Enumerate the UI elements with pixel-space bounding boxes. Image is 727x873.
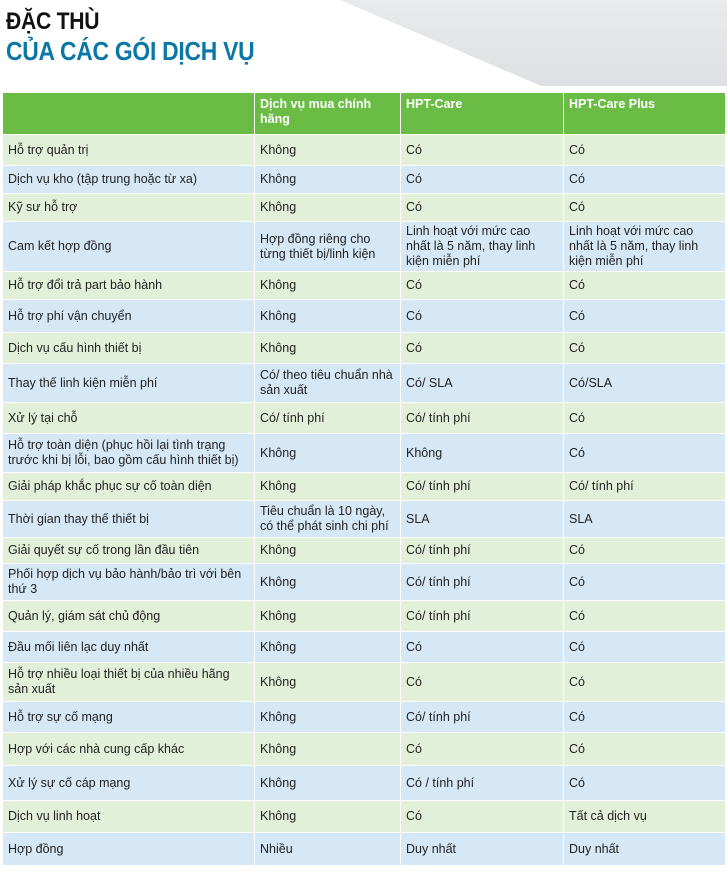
cell-hpt-care-plus: Có (564, 632, 726, 663)
cell-hpt-care: Có / tính phí (401, 766, 564, 801)
cell-hpt-care-plus: SLA (564, 501, 726, 538)
header-genuine-service: Dịch vụ mua chính hãng (255, 93, 401, 135)
cell-hpt-care-plus: Có (564, 564, 726, 601)
cell-feature: Phối hợp dịch vụ bảo hành/bảo trì với bên thứ 3 (3, 564, 255, 601)
cell-hpt-care: Có (401, 632, 564, 663)
cell-hpt-care-plus: Duy nhất (564, 833, 726, 866)
table-row (3, 194, 726, 222)
cell-feature: Xử lý sự cố cáp mạng (3, 766, 255, 801)
cell-genuine-service: Không (255, 733, 401, 766)
cell-hpt-care-plus: Có (564, 135, 726, 166)
service-comparison-table (2, 92, 726, 866)
cell-feature: Xử lý tại chỗ (3, 403, 255, 434)
cell-hpt-care-plus: Có (564, 403, 726, 434)
cell-hpt-care: Có (401, 333, 564, 364)
cell-hpt-care-plus: Có (564, 272, 726, 300)
table-row (3, 166, 726, 194)
cell-feature: Hỗ trợ nhiều loại thiết bị của nhiều hãng sản xuất (3, 663, 255, 702)
cell-genuine-service: Không (255, 333, 401, 364)
cell-hpt-care-plus: Có (564, 601, 726, 632)
table-row (3, 766, 726, 801)
cell-genuine-service: Không (255, 766, 401, 801)
cell-feature: Hỗ trợ sự cố mạng (3, 702, 255, 733)
cell-feature: Hỗ trợ toàn diện (phục hồi lại tình trạng trước khi bị lỗi, bao gồm cấu hình thiết bị) (3, 434, 255, 473)
cell-hpt-care: SLA (401, 501, 564, 538)
cell-hpt-care: Có/ tính phí (401, 403, 564, 434)
cell-hpt-care: Có (401, 194, 564, 222)
cell-genuine-service: Không (255, 434, 401, 473)
cell-hpt-care-plus: Có (564, 766, 726, 801)
cell-feature: Hỗ trợ đổi trả part bảo hành (3, 272, 255, 300)
cell-feature: Cam kết hợp đồng (3, 222, 255, 272)
title-line-1: ĐẶC THÙ (6, 8, 100, 35)
cell-hpt-care: Có/ tính phí (401, 564, 564, 601)
cell-hpt-care: Có (401, 272, 564, 300)
cell-genuine-service: Không (255, 632, 401, 663)
table-row (3, 364, 726, 403)
cell-hpt-care: Có/ SLA (401, 364, 564, 403)
header-hpt-care: HPT-Care (401, 93, 564, 135)
cell-feature: Giải quyết sự cố trong lần đầu tiên (3, 538, 255, 564)
cell-hpt-care: Có/ tính phí (401, 473, 564, 501)
cell-genuine-service: Có/ tính phí (255, 403, 401, 434)
cell-hpt-care-plus: Có (564, 434, 726, 473)
header-decoration (340, 0, 727, 86)
cell-genuine-service: Nhiều (255, 833, 401, 866)
table-row (3, 632, 726, 663)
cell-hpt-care-plus: Có (564, 702, 726, 733)
cell-hpt-care-plus: Có (564, 194, 726, 222)
table-header-row (3, 93, 726, 135)
cell-hpt-care-plus: Có (564, 333, 726, 364)
table-row (3, 663, 726, 702)
cell-hpt-care: Không (401, 434, 564, 473)
cell-feature: Hỗ trợ quản trị (3, 135, 255, 166)
cell-hpt-care: Có (401, 166, 564, 194)
cell-genuine-service: Tiêu chuẩn là 10 ngày, có thể phát sinh chi phí (255, 501, 401, 538)
cell-feature: Giải pháp khắc phục sự cố toàn diện (3, 473, 255, 501)
cell-hpt-care-plus: Có (564, 538, 726, 564)
table-row (3, 564, 726, 601)
cell-hpt-care: Có/ tính phí (401, 601, 564, 632)
cell-hpt-care: Có (401, 733, 564, 766)
cell-feature: Hợp với các nhà cung cấp khác (3, 733, 255, 766)
cell-hpt-care-plus: Có/ tính phí (564, 473, 726, 501)
table-row (3, 801, 726, 833)
cell-genuine-service: Không (255, 272, 401, 300)
table-row (3, 473, 726, 501)
cell-hpt-care: Có (401, 300, 564, 333)
cell-hpt-care: Có (401, 801, 564, 833)
cell-genuine-service: Không (255, 135, 401, 166)
cell-genuine-service: Không (255, 300, 401, 333)
cell-feature: Thay thế linh kiện miễn phí (3, 364, 255, 403)
cell-hpt-care-plus: Có (564, 733, 726, 766)
cell-feature: Dịch vụ linh hoạt (3, 801, 255, 833)
cell-hpt-care: Linh hoạt với mức cao nhất là 5 năm, thay linh kiện miễn phí (401, 222, 564, 272)
cell-feature: Thời gian thay thế thiết bị (3, 501, 255, 538)
table-row (3, 601, 726, 632)
cell-hpt-care-plus: Có/SLA (564, 364, 726, 403)
cell-genuine-service: Không (255, 663, 401, 702)
table-row (3, 222, 726, 272)
cell-genuine-service: Không (255, 194, 401, 222)
cell-hpt-care-plus: Có (564, 300, 726, 333)
header-feature (3, 93, 255, 135)
cell-hpt-care-plus: Linh hoạt với mức cao nhất là 5 năm, thay linh kiện miễn phí (564, 222, 726, 272)
cell-hpt-care: Có (401, 663, 564, 702)
cell-feature: Đầu mối liên lạc duy nhất (3, 632, 255, 663)
cell-genuine-service: Không (255, 473, 401, 501)
table-row (3, 434, 726, 473)
cell-hpt-care: Có (401, 135, 564, 166)
table-row (3, 538, 726, 564)
cell-hpt-care: Có/ tính phí (401, 538, 564, 564)
cell-genuine-service: Không (255, 538, 401, 564)
cell-feature: Quản lý, giám sát chủ động (3, 601, 255, 632)
table-row (3, 702, 726, 733)
table-row (3, 300, 726, 333)
table-row (3, 501, 726, 538)
cell-hpt-care: Có/ tính phí (401, 702, 564, 733)
cell-hpt-care-plus: Có (564, 166, 726, 194)
table-row (3, 403, 726, 434)
cell-feature: Hợp đồng (3, 833, 255, 866)
table-row (3, 272, 726, 300)
table-row (3, 833, 726, 866)
cell-genuine-service: Không (255, 166, 401, 194)
header-hpt-care-plus: HPT-Care Plus (564, 93, 726, 135)
cell-feature: Kỹ sư hỗ trợ (3, 194, 255, 222)
cell-genuine-service: Không (255, 564, 401, 601)
cell-genuine-service: Không (255, 702, 401, 733)
cell-feature: Hỗ trợ phí vận chuyển (3, 300, 255, 333)
cell-feature: Dịch vụ cấu hình thiết bị (3, 333, 255, 364)
cell-hpt-care-plus: Tất cả dịch vụ (564, 801, 726, 833)
table-row (3, 135, 726, 166)
table-row (3, 333, 726, 364)
page-title (6, 8, 288, 66)
cell-hpt-care: Duy nhất (401, 833, 564, 866)
cell-genuine-service: Hợp đồng riêng cho từng thiết bị/linh kiện (255, 222, 401, 272)
title-line-2: CỦA CÁC GÓI DỊCH VỤ (6, 36, 255, 66)
cell-genuine-service: Có/ theo tiêu chuẩn nhà sản xuất (255, 364, 401, 403)
cell-feature: Dịch vụ kho (tập trung hoặc từ xa) (3, 166, 255, 194)
cell-hpt-care-plus: Có (564, 663, 726, 702)
cell-genuine-service: Không (255, 801, 401, 833)
table-row (3, 733, 726, 766)
cell-genuine-service: Không (255, 601, 401, 632)
